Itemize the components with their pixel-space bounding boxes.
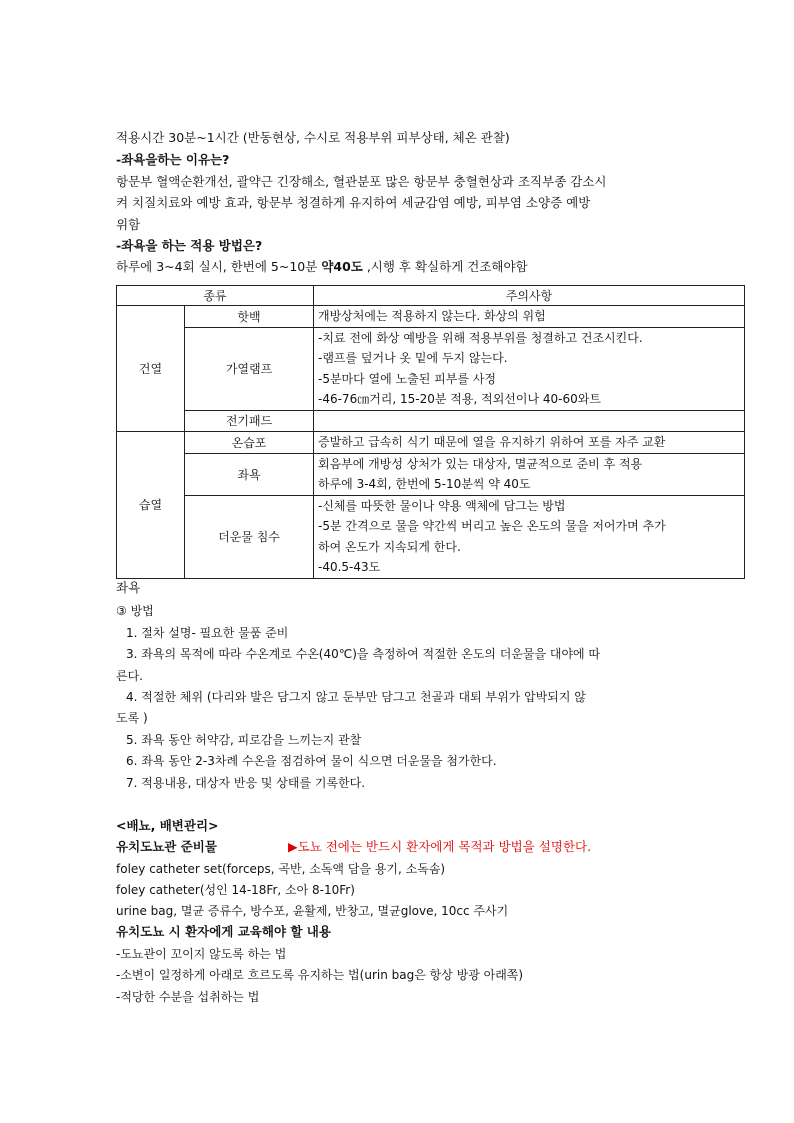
sitz-step: 6. 좌욕 동안 2-3차례 수온을 점검하여 물이 식으면 더운물을 첨가한다. xyxy=(126,754,497,768)
heat-lamp-notes xyxy=(314,327,745,410)
why-heading: -좌욕을하는 이유는? xyxy=(116,152,230,167)
table-row xyxy=(117,495,745,578)
heat-lamp-name: 가열램프 xyxy=(185,327,314,410)
sitz-step: 도록 ) xyxy=(116,711,148,725)
catheter-edu-heading: 유치도뇨 시 환자에게 교육해야 할 내용 xyxy=(116,924,331,939)
header-type: 종류 xyxy=(117,286,314,306)
electric-pad-name: 전기패드 xyxy=(185,410,314,432)
catheter-supply: foley catheter set(forceps, 곡반, 소독액 담을 용기, 소독솜) xyxy=(116,862,446,876)
catheter-section-title: <배뇨, 배변관리> xyxy=(116,818,219,833)
table-row xyxy=(117,327,745,410)
note-line: 증발하고 급속히 식기 때문에 열을 유지하기 위하여 포를 자주 교환 xyxy=(318,435,666,449)
note-line: -램프를 덮거나 옷 밑에 두지 않는다. xyxy=(318,351,508,365)
table-header-row xyxy=(117,286,745,306)
note-line: -5분마다 열에 노출된 피부를 사정 xyxy=(318,371,496,386)
note-line: -40.5-43도 xyxy=(318,560,381,574)
warm-compress-notes xyxy=(314,432,745,454)
why-line-2: 켜 치질치료와 예방 효과, 항문부 청결하게 유지하여 세균감염 예방, 피부염 소양증 예방 xyxy=(116,195,591,210)
catheter-edu-item: -소변이 일정하게 아래로 흐르도록 유지하는 법(urin bag은 항상 방광 아래쪽) xyxy=(116,968,524,982)
catheter-red-note: ▶도뇨 전에는 반드시 환자에게 목적과 방법을 설명한다. xyxy=(288,839,592,854)
note-line: 하루에 3-4회, 한번에 5-10분씩 약 40도 xyxy=(318,477,531,491)
note-line: -신체를 따뜻한 물이나 약용 액체에 담그는 방법 xyxy=(318,498,566,513)
method-text-post: ,시행 후 확실하게 건조해야함 xyxy=(362,259,528,274)
why-line-1: 항문부 혈액순환개선, 괄약근 긴장해소, 혈관분포 많은 항문부 충혈현상과 조직부종 감소시 xyxy=(116,174,607,189)
dry-heat-label: 건열 xyxy=(117,306,185,432)
catheter-edu-item: -적당한 수분을 섭취하는 법 xyxy=(116,990,260,1004)
moist-heat-label: 습열 xyxy=(117,432,185,579)
catheter-supplies-heading: 유치도뇨관 준비물 xyxy=(116,839,217,854)
sitz-step: 른다. xyxy=(116,669,143,683)
hot-bag-name: 핫백 xyxy=(185,306,314,328)
sitz-bath-notes xyxy=(314,453,745,495)
note-line xyxy=(318,411,740,432)
sitz-step: 7. 적용내용, 대상자 반응 및 상태를 기록한다. xyxy=(126,776,366,790)
note-line: 회음부에 개방성 상처가 있는 대상자, 멸균적으로 준비 후 적용 xyxy=(318,456,643,471)
table-row xyxy=(117,306,745,328)
table-row xyxy=(117,410,745,432)
table-row xyxy=(117,453,745,495)
hot-bag-notes xyxy=(314,306,745,328)
note-line: -46-76㎝거리, 15-20분 적용, 적외선이나 40-60와트 xyxy=(318,392,601,406)
method-text-pre: 하루에 3~4회 실시, 한번에 5~10분 xyxy=(116,259,322,274)
catheter-supply: foley catheter(성인 14-18Fr, 소아 8-10Fr) xyxy=(116,883,355,897)
method-text xyxy=(116,259,528,275)
catheter-supply: urine bag, 멸균 증류수, 방수포, 윤활제, 반창고, 멸균glove, 10cc 주사기 xyxy=(116,904,509,918)
table-row xyxy=(117,432,745,454)
sitz-method: ③ 방법 xyxy=(116,604,154,618)
header-caution: 주의사항 xyxy=(314,286,745,306)
note-line: 개방상처에는 적용하지 않는다. 화상의 위험 xyxy=(318,309,546,323)
note-line: -5분 간격으로 물을 약간씩 버리고 높은 온도의 물을 저어가며 추가 xyxy=(318,519,666,533)
warm-compress-name: 온습포 xyxy=(185,432,314,454)
sitz-step: 1. 절차 설명- 필요한 물품 준비 xyxy=(126,626,289,640)
sitz-step: 5. 좌욕 동안 허약감, 피로감을 느끼는지 관찰 xyxy=(126,733,362,747)
sitz-step: 4. 적절한 체위 (다리와 발은 담그지 않고 둔부만 담그고 천골과 대퇴 부위가 압박되지 않 xyxy=(126,690,586,704)
warm-soak-name: 더운물 침수 xyxy=(185,495,314,578)
catheter-edu-item: -도뇨관이 꼬이지 않도록 하는 법 xyxy=(116,947,287,961)
note-line: 하여 온도가 지속되게 한다. xyxy=(318,539,461,554)
warm-soak-notes xyxy=(314,495,745,578)
note-line: -치료 전에 화상 예방을 위해 적용부위를 청결하고 건조시킨다. xyxy=(318,330,643,345)
heat-application-table xyxy=(116,285,745,579)
method-heading: -좌욕을 하는 적용 방법은? xyxy=(116,238,263,253)
sitz-bath-name: 좌욕 xyxy=(185,453,314,495)
method-text-bold: 약40도 xyxy=(321,259,363,274)
sitz-step: 3. 좌욕의 목적에 따라 수온계로 수온(40℃)을 측정하여 적절한 온도의 더운물을 대야에 따 xyxy=(126,647,601,661)
apply-time-text: 적용시간 30분~1시간 (반동현상, 수시로 적용부위 피부상태, 체온 관찰) xyxy=(116,130,510,145)
why-line-3: 위함 xyxy=(116,217,141,232)
sitz-title: 좌욕 xyxy=(116,580,141,595)
electric-pad-notes xyxy=(314,410,745,432)
